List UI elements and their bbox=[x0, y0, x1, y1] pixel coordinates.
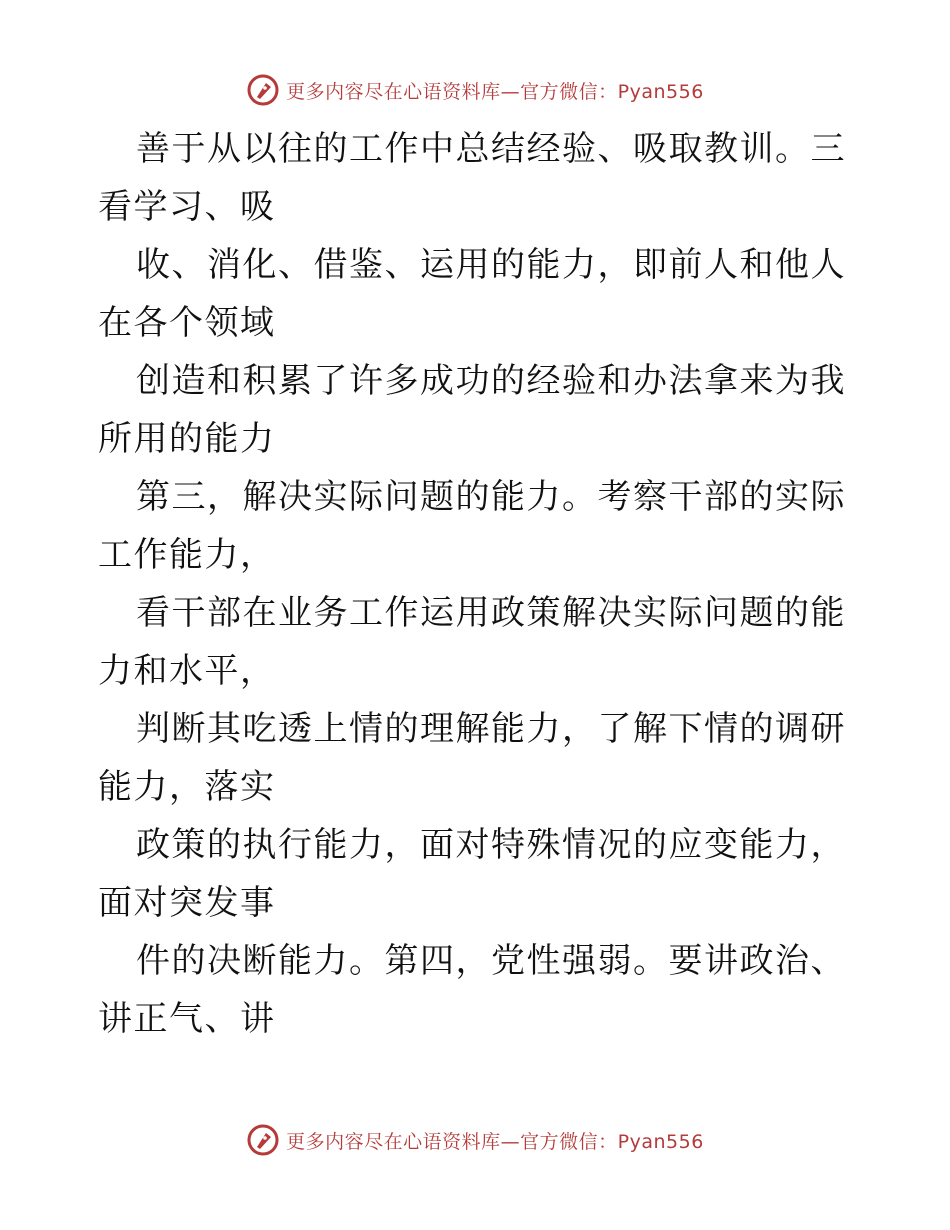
paragraph-8: 件的决断能力。第四，党性强弱。要讲政治、讲正气、讲 bbox=[98, 941, 846, 1039]
paragraph-6: 判断其吃透上情的理解能力，了解下情的调研能力，落实 bbox=[98, 709, 846, 807]
paragraph-5: 看干部在业务工作运用政策解决实际问题的能力和水平， bbox=[98, 593, 846, 691]
paragraph-3: 创造和积累了许多成功的经验和办法拿来为我所用的能力 bbox=[98, 361, 846, 459]
paragraph-1: 善于从以往的工作中总结经验、吸取教训。三看学习、吸 bbox=[98, 129, 846, 227]
header-banner bbox=[0, 70, 950, 110]
footer-text: 更多内容尽在心语资料库—官方微信：Pyan556 bbox=[286, 1130, 704, 1153]
document-body bbox=[98, 120, 858, 1048]
footer-banner bbox=[0, 1120, 950, 1160]
paragraph-7: 政策的执行能力，面对特殊情况的应变能力，面对突发事 bbox=[98, 825, 846, 923]
header-text: 更多内容尽在心语资料库—官方微信：Pyan556 bbox=[286, 80, 704, 103]
pen-nib-logo-icon bbox=[246, 73, 280, 107]
paragraph-2: 收、消化、借鉴、运用的能力，即前人和他人在各个领域 bbox=[98, 245, 846, 343]
paragraph-4: 第三，解决实际问题的能力。考察干部的实际工作能力， bbox=[98, 477, 846, 575]
pen-nib-logo-icon bbox=[246, 1123, 280, 1157]
